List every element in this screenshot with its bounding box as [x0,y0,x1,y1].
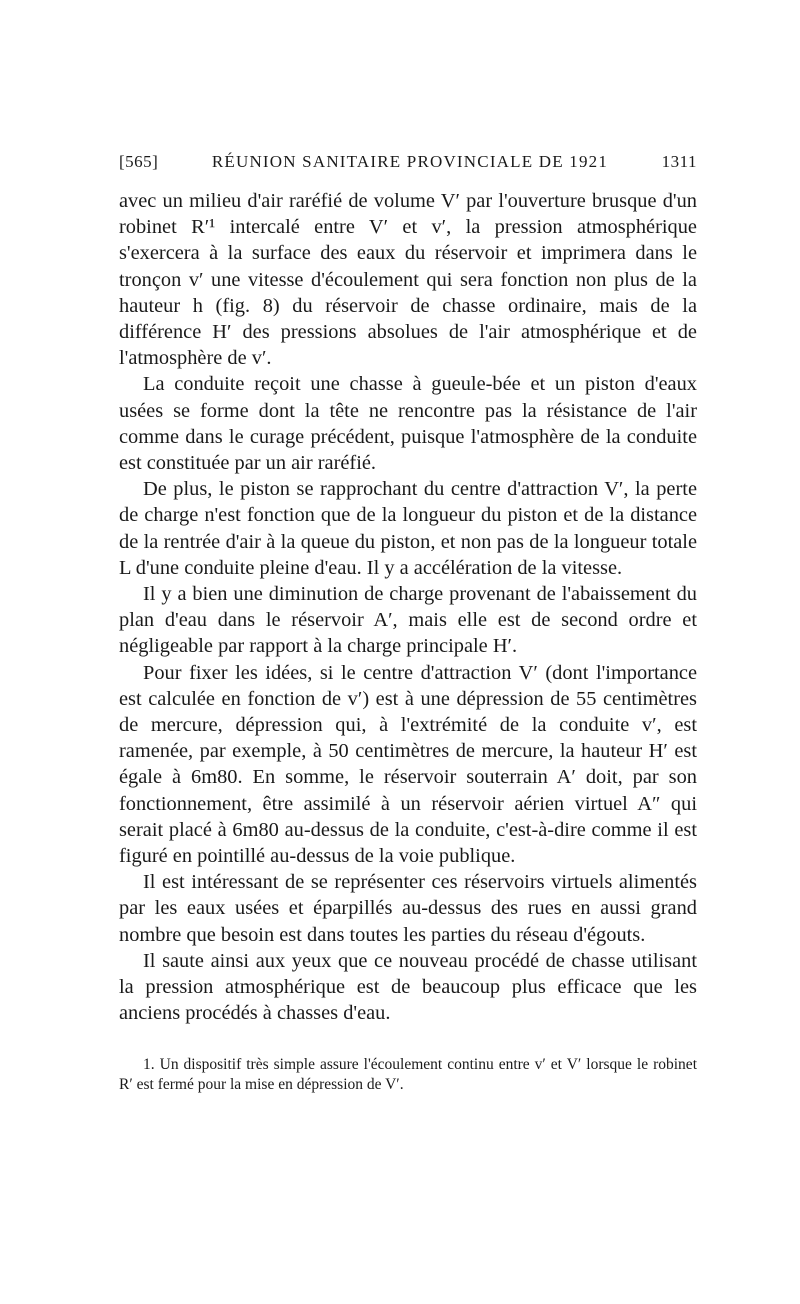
paragraph: De plus, le piston se rapprochant du centre d'attraction V′, la perte de charge n'est fonction que de la longueur du piston et de la distance de la rentrée d'air à la queue du piston, et non pas de la longueur totale L d'une conduite pleine d'eau. Il y a accélération de la vitesse. [119,478,697,579]
book-page [119,152,697,1095]
paragraph: Pour fixer les idées, si le centre d'attraction V′ (dont l'importance est calculée en fonction de v′) est à une dépression de 55 centimètres de mercure, dépression qui, à l'extrémité de la conduite v′, est ramenée, par exemple, à 50 centimètres de mercure, la hauteur H′ est égale à 6m80. En somme, le réservoir souterrain A′ doit, par son fonctionnement, être assimilé à un réservoir aérien virtuel A″ qui serait placé à 6m80 au-dessus de la conduite, c'est-à-dire comme il est figuré en pointillé au-dessus de la voie publique. [119,661,697,868]
running-title: RÉUNION SANITAIRE PROVINCIALE DE 1921 [211,152,609,171]
paragraph: Il est intéressant de se représenter ces réservoirs virtuels alimentés par les eaux usées et éparpillés au-dessus des rues en aussi grand nombre que besoin est dans toutes les parties du réseau d'égouts. [119,871,697,946]
paragraph: Il saute ainsi aux yeux que ce nouveau procédé de chasse utilisant la pression atmosphérique est de beaucoup plus efficace que les anciens procédés à chasses d'eau. [119,949,697,1025]
body-text [119,188,697,1027]
running-header [119,152,697,182]
page-number: 1311 [661,152,697,171]
paragraph: avec un milieu d'air raréfié de volume V′ par l'ouverture brusque d'un robinet R′¹ intercalé entre V′ et v′, la pression atmosphérique s'exercera à la surface des eaux du réservoir et imprimera dans le tronçon v′ une vitesse d'écoulement qui sera fonction non plus de la hauteur h (fig. 8) du réservoir de chasse ordinaire, mais de la différence H′ des pressions absolues de l'air atmosphérique et de l'atmosphère de v′. [119,190,697,370]
footnote: 1. Un dispositif très simple assure l'écoulement continu entre v′ et V′ lorsque le robinet R′ est fermé pour la mise en dépression de V′. [119,1055,697,1093]
paragraph: Il y a bien une diminution de charge provenant de l'abaissement du plan d'eau dans le réservoir A′, mais elle est de second ordre et négligeable par rapport à la charge principale H′. [119,583,697,658]
paragraph: La conduite reçoit une chasse à gueule-bée et un piston d'eaux usées se forme dont la tête ne rencontre pas la résistance de l'air comme dans le curage précédent, puisque l'atmosphère de la conduite est constituée par un air raréfié. [119,373,697,475]
page-reference: [565] [119,152,159,171]
